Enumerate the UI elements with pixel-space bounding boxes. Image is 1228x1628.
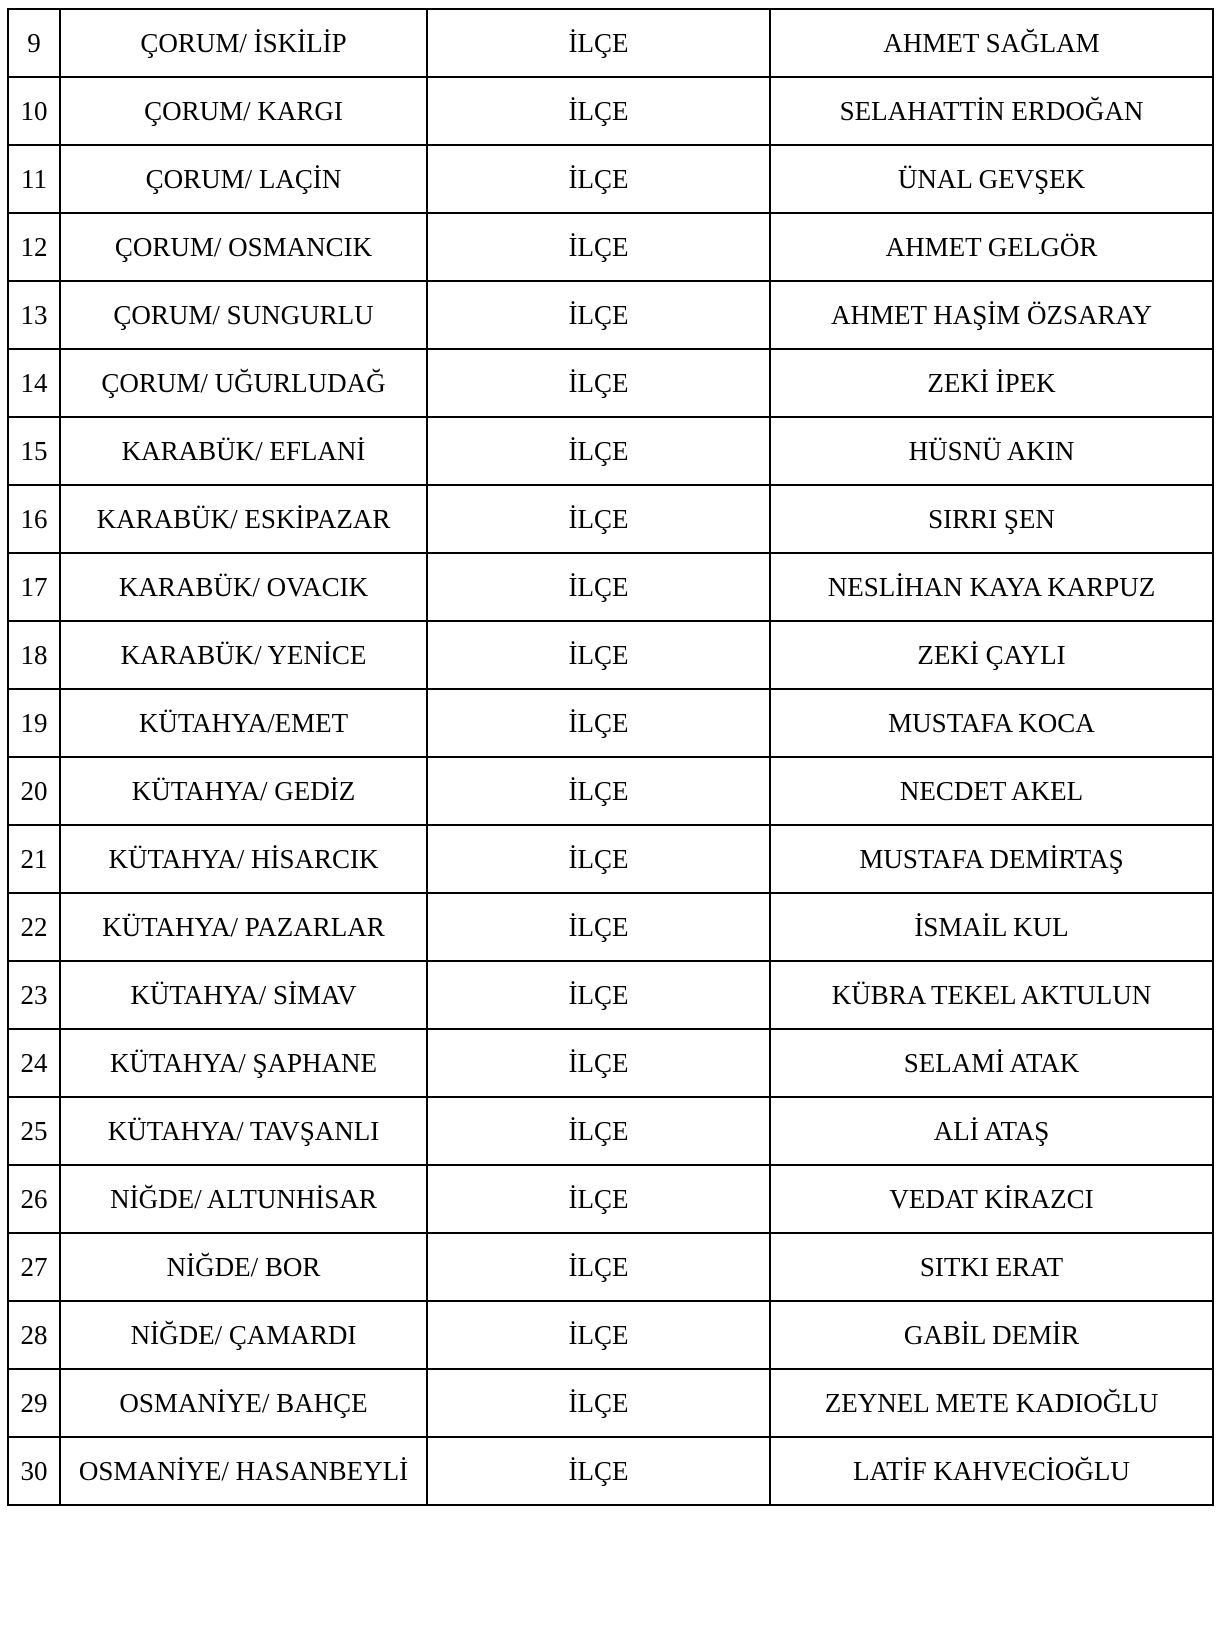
person-name-cell: ZEYNEL METE KADIOĞLU [770, 1369, 1213, 1437]
table-row [8, 689, 1213, 757]
row-number-cell: 26 [8, 1165, 60, 1233]
district-cell: NİĞDE/ ÇAMARDI [60, 1301, 427, 1369]
row-number-cell: 27 [8, 1233, 60, 1301]
row-number-cell: 20 [8, 757, 60, 825]
district-cell: KÜTAHYA/ SİMAV [60, 961, 427, 1029]
table-row [8, 9, 1213, 77]
person-name-cell: ÜNAL GEVŞEK [770, 145, 1213, 213]
district-cell: NİĞDE/ ALTUNHİSAR [60, 1165, 427, 1233]
person-name-cell: MUSTAFA DEMİRTAŞ [770, 825, 1213, 893]
district-cell: KÜTAHYA/ TAVŞANLI [60, 1097, 427, 1165]
table-row [8, 417, 1213, 485]
person-name-cell: LATİF KAHVECİOĞLU [770, 1437, 1213, 1505]
type-cell: İLÇE [427, 1165, 770, 1233]
district-cell: ÇORUM/ UĞURLUDAĞ [60, 349, 427, 417]
district-cell: ÇORUM/ LAÇİN [60, 145, 427, 213]
district-cell: KÜTAHYA/EMET [60, 689, 427, 757]
type-cell: İLÇE [427, 825, 770, 893]
district-cell: ÇORUM/ SUNGURLU [60, 281, 427, 349]
person-name-cell: MUSTAFA KOCA [770, 689, 1213, 757]
person-name-cell: KÜBRA TEKEL AKTULUN [770, 961, 1213, 1029]
row-number-cell: 18 [8, 621, 60, 689]
table-body [8, 9, 1213, 1505]
table-row [8, 757, 1213, 825]
row-number-cell: 22 [8, 893, 60, 961]
results-table [7, 8, 1214, 1506]
table-row [8, 1437, 1213, 1505]
row-number-cell: 24 [8, 1029, 60, 1097]
table-row [8, 77, 1213, 145]
person-name-cell: SITKI ERAT [770, 1233, 1213, 1301]
person-name-cell: AHMET HAŞİM ÖZSARAY [770, 281, 1213, 349]
district-cell: KÜTAHYA/ HİSARCIK [60, 825, 427, 893]
row-number-cell: 29 [8, 1369, 60, 1437]
district-cell: ÇORUM/ KARGI [60, 77, 427, 145]
table-row [8, 1097, 1213, 1165]
person-name-cell: ALİ ATAŞ [770, 1097, 1213, 1165]
person-name-cell: SIRRI ŞEN [770, 485, 1213, 553]
district-cell: KARABÜK/ YENİCE [60, 621, 427, 689]
row-number-cell: 25 [8, 1097, 60, 1165]
type-cell: İLÇE [427, 961, 770, 1029]
person-name-cell: HÜSNÜ AKIN [770, 417, 1213, 485]
person-name-cell: NESLİHAN KAYA KARPUZ [770, 553, 1213, 621]
row-number-cell: 15 [8, 417, 60, 485]
row-number-cell: 19 [8, 689, 60, 757]
type-cell: İLÇE [427, 1369, 770, 1437]
district-cell: KÜTAHYA/ PAZARLAR [60, 893, 427, 961]
person-name-cell: SELAHATTİN ERDOĞAN [770, 77, 1213, 145]
table-row [8, 893, 1213, 961]
district-cell: KARABÜK/ ESKİPAZAR [60, 485, 427, 553]
district-cell: ÇORUM/ OSMANCIK [60, 213, 427, 281]
type-cell: İLÇE [427, 621, 770, 689]
type-cell: İLÇE [427, 213, 770, 281]
table-row [8, 825, 1213, 893]
type-cell: İLÇE [427, 417, 770, 485]
row-number-cell: 21 [8, 825, 60, 893]
type-cell: İLÇE [427, 485, 770, 553]
row-number-cell: 10 [8, 77, 60, 145]
type-cell: İLÇE [427, 9, 770, 77]
table-row [8, 1165, 1213, 1233]
person-name-cell: AHMET SAĞLAM [770, 9, 1213, 77]
row-number-cell: 9 [8, 9, 60, 77]
row-number-cell: 16 [8, 485, 60, 553]
row-number-cell: 11 [8, 145, 60, 213]
type-cell: İLÇE [427, 77, 770, 145]
row-number-cell: 12 [8, 213, 60, 281]
district-cell: KARABÜK/ OVACIK [60, 553, 427, 621]
person-name-cell: VEDAT KİRAZCI [770, 1165, 1213, 1233]
person-name-cell: GABİL DEMİR [770, 1301, 1213, 1369]
table-row [8, 1369, 1213, 1437]
type-cell: İLÇE [427, 145, 770, 213]
table-row [8, 553, 1213, 621]
type-cell: İLÇE [427, 281, 770, 349]
type-cell: İLÇE [427, 689, 770, 757]
table-row [8, 1029, 1213, 1097]
row-number-cell: 14 [8, 349, 60, 417]
row-number-cell: 30 [8, 1437, 60, 1505]
type-cell: İLÇE [427, 1029, 770, 1097]
table-row [8, 349, 1213, 417]
person-name-cell: ZEKİ İPEK [770, 349, 1213, 417]
table-row [8, 1233, 1213, 1301]
district-cell: OSMANİYE/ BAHÇE [60, 1369, 427, 1437]
table-row [8, 485, 1213, 553]
type-cell: İLÇE [427, 757, 770, 825]
type-cell: İLÇE [427, 1301, 770, 1369]
type-cell: İLÇE [427, 1097, 770, 1165]
row-number-cell: 17 [8, 553, 60, 621]
table-row [8, 1301, 1213, 1369]
district-cell: KÜTAHYA/ ŞAPHANE [60, 1029, 427, 1097]
type-cell: İLÇE [427, 349, 770, 417]
row-number-cell: 13 [8, 281, 60, 349]
table-row [8, 621, 1213, 689]
row-number-cell: 23 [8, 961, 60, 1029]
district-cell: KÜTAHYA/ GEDİZ [60, 757, 427, 825]
type-cell: İLÇE [427, 553, 770, 621]
district-cell: KARABÜK/ EFLANİ [60, 417, 427, 485]
person-name-cell: NECDET AKEL [770, 757, 1213, 825]
person-name-cell: İSMAİL KUL [770, 893, 1213, 961]
person-name-cell: ZEKİ ÇAYLI [770, 621, 1213, 689]
person-name-cell: SELAMİ ATAK [770, 1029, 1213, 1097]
table-row [8, 281, 1213, 349]
type-cell: İLÇE [427, 1437, 770, 1505]
table-row [8, 961, 1213, 1029]
district-cell: ÇORUM/ İSKİLİP [60, 9, 427, 77]
table-row [8, 145, 1213, 213]
district-cell: OSMANİYE/ HASANBEYLİ [60, 1437, 427, 1505]
type-cell: İLÇE [427, 1233, 770, 1301]
district-cell: NİĞDE/ BOR [60, 1233, 427, 1301]
type-cell: İLÇE [427, 893, 770, 961]
row-number-cell: 28 [8, 1301, 60, 1369]
table-row [8, 213, 1213, 281]
person-name-cell: AHMET GELGÖR [770, 213, 1213, 281]
